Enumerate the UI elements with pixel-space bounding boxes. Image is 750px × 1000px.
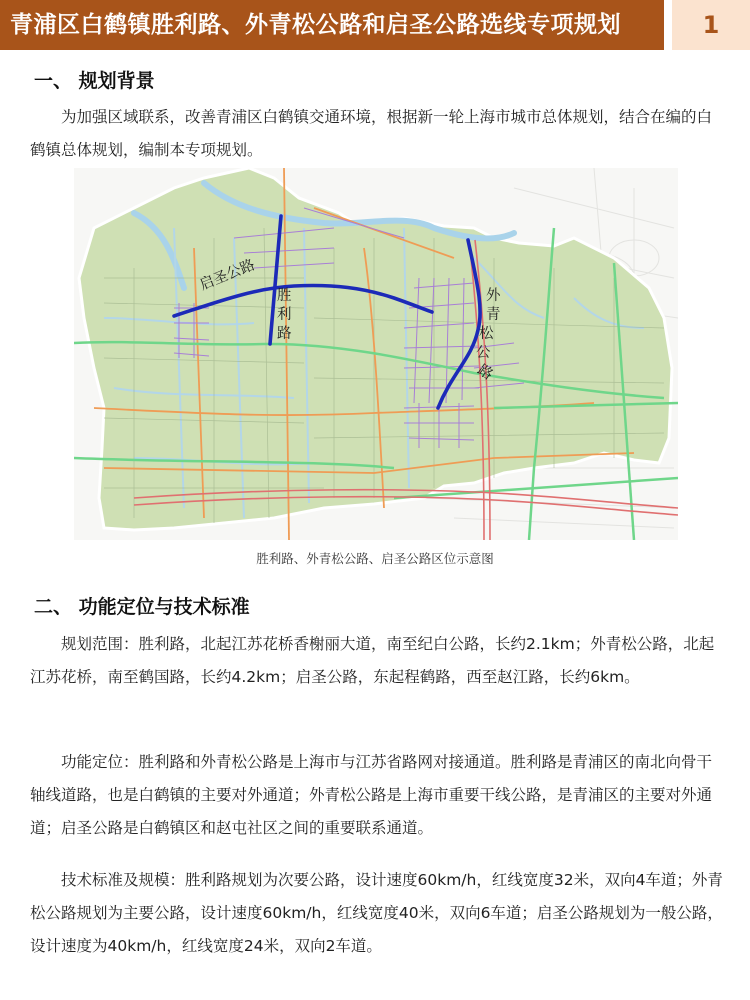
- page-number: 1: [672, 0, 750, 50]
- section-2-heading: 二、 功能定位与技术标准: [34, 596, 250, 618]
- header-divider: [664, 0, 672, 50]
- label-waiqingsong-char-4: 公: [476, 345, 491, 361]
- label-waiqingsong-char-3: 松: [479, 326, 494, 342]
- section-1-heading: 一、 规划背景: [34, 70, 155, 92]
- location-map: [74, 168, 678, 540]
- label-waiqingsong-char-5: 路: [474, 362, 496, 384]
- label-shengli-char-1: 胜: [277, 288, 292, 304]
- header-bar: [0, 0, 750, 50]
- label-waiqingsong-char-2: 青: [486, 307, 501, 323]
- label-shengli-char-2: 利: [277, 307, 292, 323]
- map-caption: 胜利路、外青松公路、启圣公路区位示意图: [256, 551, 494, 566]
- label-waiqingsong-char-1: 外: [486, 288, 501, 304]
- label-shengli-char-3: 路: [277, 326, 292, 342]
- label-qisheng-road: 启圣公路: [197, 257, 258, 294]
- section-1-paragraph: 为加强区域联系，改善青浦区白鹤镇交通环境，根据新一轮上海市城市总体规划，结合在编的白鹤镇总体规划，编制本专项规划。: [30, 108, 713, 159]
- map-graphic: [74, 168, 678, 540]
- section-2-paragraph-function: 功能定位：胜利路和外青松公路是上海市与江苏省路网对接通道。胜利路是青浦区的南北向骨干轴线道路，也是白鹤镇的主要对外通道；外青松公路是上海市重要干线公路，是青浦区的主要对外通道；启圣公路是白鹤镇区和赵屯社区之间的重要联系通道。: [30, 753, 713, 837]
- section-2-paragraph-standards: 技术标准及规模：胜利路规划为次要公路，设计速度60km/h，红线宽度32米，双向4车道；外青松公路规划为主要公路，设计速度60km/h，红线宽度40米，双向6车道；启圣公路规划为一般公路，设计速度为40km/h，红线宽度24米，双向2车道。: [30, 871, 723, 955]
- document-title: 青浦区白鹤镇胜利路、外青松公路和启圣公路选线专项规划: [0, 0, 664, 50]
- section-2-paragraph-scope: 规划范围：胜利路，北起江苏花桥香榭丽大道，南至纪白公路，长约2.1km；外青松公路，北起江苏花桥，南至鹤国路，长约4.2km；启圣公路，东起程鹤路，西至赵江路，长约6km。: [30, 635, 715, 686]
